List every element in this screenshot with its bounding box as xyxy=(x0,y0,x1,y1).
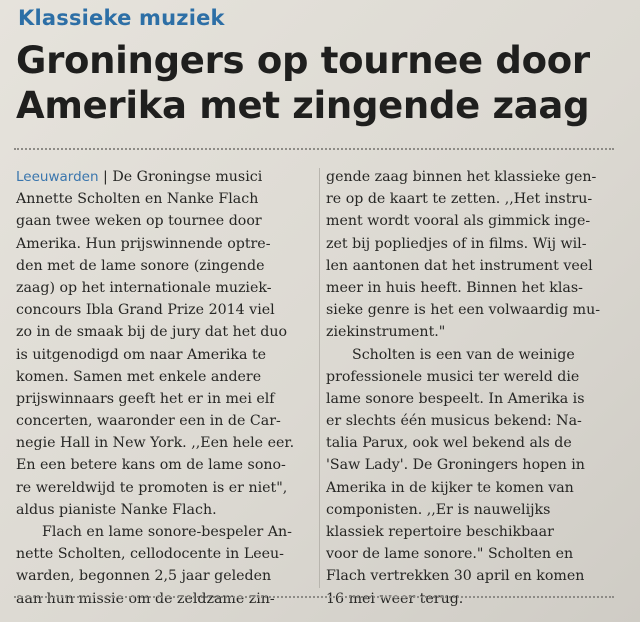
column-line: zo in de smaak bij de jury dat het duo xyxy=(16,324,288,341)
column-line: negie Hall in New York. ,,Een hele eer. xyxy=(16,435,295,452)
article-column-2 xyxy=(326,166,616,610)
column-line: den met de lame sonore (zingende xyxy=(16,257,265,274)
column-line: re op de kaart te zetten. ,,Het instru- xyxy=(326,191,593,208)
column-line: Flach en lame sonore-bespeler An- xyxy=(42,524,292,540)
column-line: concours Ibla Grand Prize 2014 viel xyxy=(16,302,275,319)
column-divider xyxy=(319,168,320,588)
column-line: len aantonen dat het instrument veel xyxy=(326,257,593,274)
column-line: re wereldwijd te promoten is er niet", xyxy=(16,479,288,496)
column-line: aldus pianiste Nanke Flach. xyxy=(16,501,217,518)
dateline: Leeuwarden xyxy=(16,169,99,185)
column-line: Amerika. Hun prijswinnende optre- xyxy=(16,235,271,252)
column-text: De Groningse musici xyxy=(112,169,263,185)
column-line: Annette Scholten en Nanke Flach xyxy=(16,191,259,208)
top-dotted-rule xyxy=(14,148,614,150)
column-line: En een betere kans om de lame sono- xyxy=(16,457,286,474)
headline-line-1: Groningers op tournee door xyxy=(16,39,590,82)
column-line xyxy=(16,166,312,188)
article-column-1 xyxy=(16,166,312,610)
bottom-dotted-rule xyxy=(14,596,614,598)
column-line: Amerika in de kijker te komen van xyxy=(326,479,574,496)
column-line: aan hun missie om de zeldzame zin- xyxy=(16,590,275,607)
column-line: zaag) op het internationale muziek- xyxy=(16,279,272,296)
section-kicker: Klassieke muziek xyxy=(18,6,225,30)
column-line: professionele musici ter wereld die xyxy=(326,368,580,385)
dateline-separator: | xyxy=(98,169,113,185)
column-line: concerten, waaronder een in de Car- xyxy=(16,413,281,430)
column-line: sieke genre is het een volwaardig mu- xyxy=(326,302,601,319)
column-line: zet bij popliedjes of in films. Wij wil- xyxy=(326,235,587,252)
column-line: warden, begonnen 2,5 jaar geleden xyxy=(16,568,272,585)
column-line: klassiek repertoire beschikbaar xyxy=(326,524,554,540)
column-line: ment wordt vooral als gimmick inge- xyxy=(326,213,591,230)
column-line: lame sonore bespeelt. In Amerika is xyxy=(326,390,585,407)
column-line: 'Saw Lady'. De Groningers hopen in xyxy=(326,457,585,474)
column-line: 16 mei weer terug. xyxy=(326,590,464,607)
column-line: gende zaag binnen het klassieke gen- xyxy=(326,169,597,185)
column-line: voor de lame sonore." Scholten en xyxy=(326,546,574,563)
column-line: Scholten is een van de weinige xyxy=(352,346,575,363)
column-line: is uitgenodigd om naar Amerika te xyxy=(16,346,267,363)
column-line: meer in huis heeft. Binnen het klas- xyxy=(326,279,583,296)
column-line: gaan twee weken op tournee door xyxy=(16,213,262,230)
column-line: prijswinnaars geeft het er in mei elf xyxy=(16,390,275,407)
headline-line-2: Amerika met zingende zaag xyxy=(16,84,590,127)
column-line: talia Parux, ook wel bekend als de xyxy=(326,435,572,452)
column-line: nette Scholten, cellodocente in Leeu- xyxy=(16,546,284,563)
column-line: ziekinstrument." xyxy=(326,324,446,341)
headline xyxy=(16,38,616,128)
column-line: componisten. ,,Er is nauwelijks xyxy=(326,501,551,518)
column-line: komen. Samen met enkele andere xyxy=(16,368,262,385)
column-line: er slechts één musicus bekend: Na- xyxy=(326,413,582,430)
column-line: Flach vertrekken 30 april en komen xyxy=(326,568,585,585)
